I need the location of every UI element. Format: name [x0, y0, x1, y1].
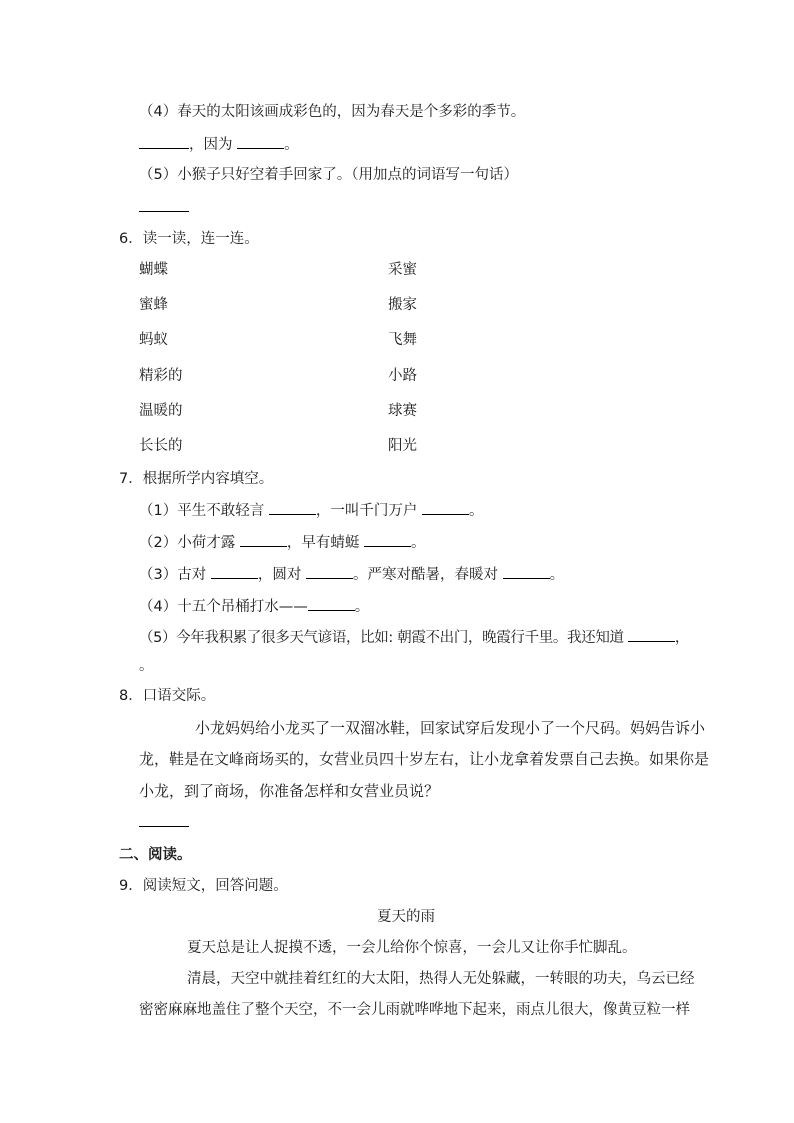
q6-right-item: 采蜜 — [388, 262, 417, 278]
q6-left-item: 长长的 — [139, 438, 183, 454]
q5-item5-answer-line — [139, 197, 189, 218]
q9-heading: 9．阅读短文，回答问题。 — [119, 878, 288, 894]
q6-right-item: 小路 — [388, 368, 417, 384]
q6-left-item: 蚂蚁 — [139, 332, 168, 348]
answer-blank[interactable] — [503, 564, 550, 579]
answer-blank[interactable] — [211, 564, 258, 579]
answer-blank[interactable] — [364, 532, 411, 547]
passage-line: 密密麻麻地盖住了整个天空，不一会儿雨就哗哗地下起来，雨点儿很大，像黄豆粒一样 — [139, 1002, 690, 1018]
q8-paragraph-line: 小龙妈妈给小龙买了一双溜冰鞋，回家试穿后发现小了一个尺码。妈妈告诉小 — [195, 719, 706, 737]
q6-right-item: 搬家 — [388, 297, 417, 313]
passage-line: 夏天总是让人捉摸不透，一会儿给你个惊喜，一会儿又让你手忙脚乱。 — [187, 940, 637, 956]
answer-blank[interactable] — [306, 564, 353, 579]
q6-right-item: 飞舞 — [388, 332, 417, 348]
q7-item3: （3）古对 ，圆对 。严寒对酷暑，春暖对 。 — [139, 564, 564, 585]
q6-right-item: 阳光 — [388, 438, 417, 454]
answer-blank[interactable] — [422, 500, 469, 515]
passage-title: 夏天的雨 — [377, 909, 435, 925]
q8-paragraph-line: 龙，鞋是在文峰商场买的，女营业员四十岁左右，让小龙拿着发票自己去换。如果你是 — [139, 750, 710, 768]
q8-paragraph-line: 小龙，到了商场，你准备怎样和女营业员说？ — [139, 782, 440, 800]
section-title: 二、阅读。 — [119, 847, 192, 863]
answer-blank[interactable] — [269, 500, 316, 515]
q6-left-item: 蜜蜂 — [139, 297, 168, 313]
q6-heading: 6．读一读，连一连。 — [119, 231, 259, 247]
q6-left-item: 温暖的 — [139, 403, 183, 419]
q8-answer-line — [139, 812, 189, 833]
answer-blank[interactable] — [237, 134, 284, 149]
answer-blank[interactable] — [240, 532, 287, 547]
q7-item5: （5）今年我积累了很多天气谚语，比如: 朝霞不出门，晚霞行千里。我还知道 ， — [139, 627, 689, 648]
answer-blank[interactable] — [308, 596, 355, 611]
q8-heading: 8．口语交际。 — [119, 688, 216, 704]
q7-heading: 7．根据所学内容填空。 — [119, 471, 274, 487]
q6-left-item: 精彩的 — [139, 368, 183, 384]
q5-item5: （5）小猴子只好空着手回家了。（用加点的词语写一句话） — [139, 167, 518, 183]
answer-blank[interactable] — [139, 134, 189, 149]
answer-blank[interactable] — [139, 812, 189, 827]
q5-item4-answer-line: ，因为 。 — [139, 134, 299, 155]
q6-right-item: 球赛 — [388, 403, 417, 419]
q6-left-item: 蝴蝶 — [139, 262, 168, 278]
q7-item2: （2）小荷才露 ，早有蜻蜓 。 — [139, 532, 425, 553]
answer-blank[interactable] — [628, 627, 675, 642]
q7-item5-end: 。 — [139, 658, 154, 674]
q5-item4: （4）春天的太阳该画成彩色的，因为春天是个多彩的季节。 — [139, 104, 526, 120]
answer-blank[interactable] — [139, 197, 189, 212]
q7-item4: （4）十五个吊桶打水—— 。 — [139, 596, 369, 617]
q7-item1: （1）平生不敢轻言 ，一叫千门万户 。 — [139, 500, 483, 521]
passage-line: 清晨，天空中就挂着红红的大太阳，热得人无处躲藏，一转眼的功夫，乌云已经 — [187, 971, 695, 987]
